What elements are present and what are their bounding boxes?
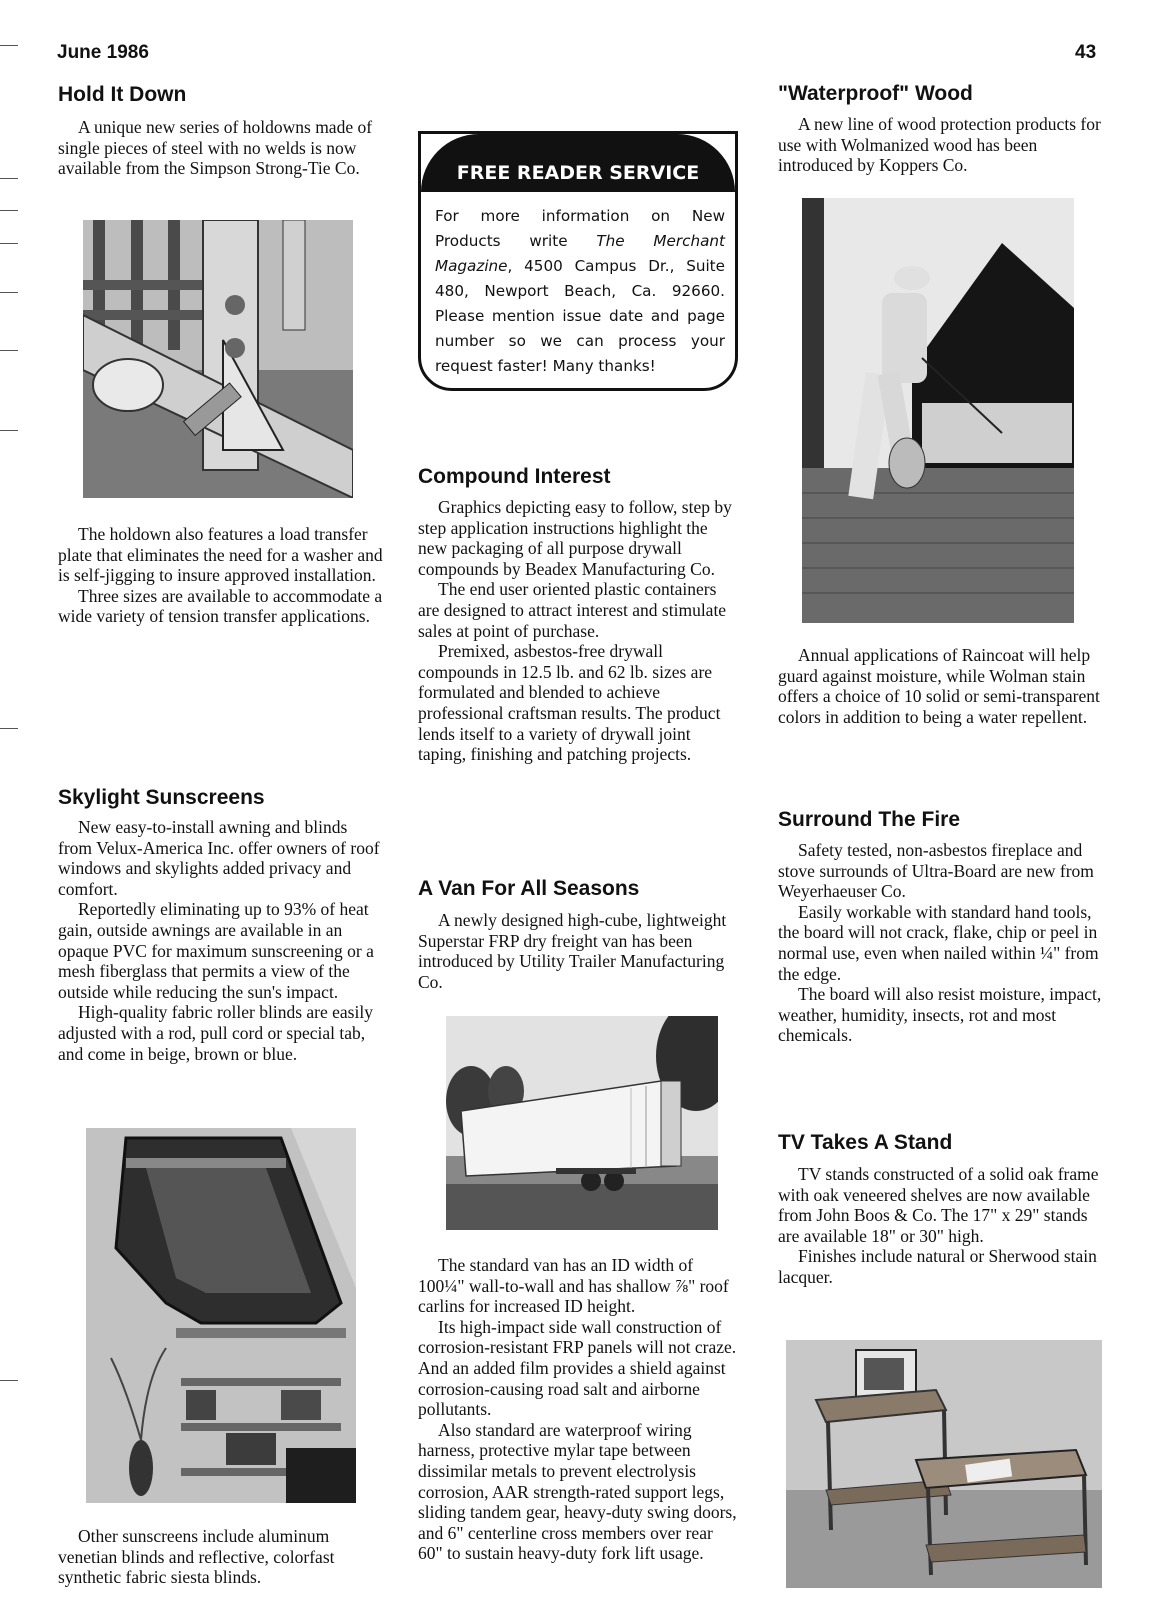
- compound-interest-title: Compound Interest: [418, 465, 611, 488]
- hold-it-down-p1: A unique new series of holdowns made of single pieces of steel with no welds is now available from the Simpson Strong-Tie Co.: [58, 117, 373, 179]
- page-number: 43: [1075, 42, 1097, 63]
- reader-service-text: [435, 204, 725, 379]
- surround-the-fire-title: Surround The Fire: [778, 808, 961, 831]
- van-p2: The standard van has an ID width of 100¼" wall-to-wall and has shallow ⅞" roof carlins for increased ID height.: [418, 1255, 729, 1317]
- surround-the-fire-p2: Easily workable with standard hand tools, the board will not crack, flake, chip or peel in normal use, even when nailed within ¼" from the edge.: [778, 901, 1099, 984]
- reader-service-text-1: For more information on New Products write: [435, 207, 725, 250]
- tv-takes-a-stand-title: TV Takes A Stand: [778, 1131, 953, 1154]
- reader-service-box: [418, 131, 738, 391]
- skylight-sunscreens-p1: New easy-to-install awning and blinds from Velux-America Inc. offer owners of roof windows and skylights added privacy and comfort.: [58, 817, 380, 899]
- margin-mark: [0, 350, 18, 351]
- skylight-sunscreens-p4: Other sunscreens include aluminum venetian blinds and reflective, colorfast synthetic fabric siesta blinds.: [58, 1526, 335, 1588]
- tv-takes-a-stand-p2: Finishes include natural or Sherwood stain lacquer.: [778, 1246, 1097, 1287]
- hold-it-down-intro: [58, 117, 385, 179]
- compound-interest-p1: Graphics depicting easy to follow, step by step application instructions highlight the new packaging of all purpose drywall compounds by Beadex Manufacturing Co.: [418, 497, 732, 579]
- tv-takes-a-stand-p1: TV stands constructed of a solid oak frame with oak veneered shelves are now available from John Boos & Co. The 17" x 29" stands are available 18" or 30" high.: [778, 1164, 1099, 1246]
- tv-takes-a-stand-body: [778, 1164, 1108, 1288]
- van-photo: [446, 1016, 718, 1230]
- margin-mark: [0, 210, 18, 211]
- hold-it-down-p3: Three sizes are available to accommodate a wide variety of tension transfer applications.: [58, 585, 383, 627]
- skylight-sunscreens-p2: Reportedly eliminating up to 93% of heat gain, outside awnings are available in an opaque PVC for maximum sunscreening or a mesh fiberglass that permits a view of the outside while reducing the sun's impact.: [58, 899, 374, 1002]
- waterproof-wood-body: [778, 645, 1108, 727]
- reader-service-text-2: , 4500 Campus Dr., Suite 480, Newport Beach, Ca. 92660. Please mention issue date and page number so we can process your request faster! Many thanks!: [435, 257, 725, 375]
- skylight-sunscreens-p3: High-quality fabric roller blinds are easily adjusted with a rod, pull cord or special tab, and come in beige, brown or blue.: [58, 1002, 373, 1064]
- surround-the-fire-p3: The board will also resist moisture, impact, weather, humidity, insects, rot and most chemicals.: [778, 984, 1102, 1046]
- hold-it-down-title: Hold It Down: [58, 83, 187, 106]
- hold-it-down-p2: The holdown also features a load transfer plate that eliminates the need for a washer and is self-jigging to insure approved installation.: [58, 524, 383, 586]
- margin-mark: [0, 243, 18, 244]
- waterproof-wood-p2: Annual applications of Raincoat will help guard against moisture, while Wolman stain offers a choice of 10 solid or semi-transparent colors in addition to being a water repellent.: [778, 645, 1100, 727]
- hold-it-down-body: [58, 524, 385, 627]
- waterproof-wood-title: "Waterproof" Wood: [778, 82, 973, 105]
- waterproof-wood-p1: A new line of wood protection products for use with Wolmanized wood has been introduced by Koppers Co.: [778, 114, 1101, 176]
- compound-interest-p2: The end user oriented plastic containers are designed to attract interest and stimulate sales at point of purchase.: [418, 579, 727, 641]
- van-body: [418, 1255, 740, 1564]
- surround-the-fire-body: [778, 840, 1108, 1046]
- waterproof-wood-photo: [802, 198, 1074, 623]
- margin-mark: [0, 292, 18, 293]
- surround-the-fire-p1: Safety tested, non-asbestos fireplace and stove surrounds of Ultra-Board are new from Weyerhaeuser Co.: [778, 840, 1094, 902]
- holdown-photo: [83, 220, 353, 498]
- margin-mark: [0, 728, 18, 729]
- van-p4: Also standard are waterproof wiring harness, protective mylar tape between dissimilar metals to prevent electrolysis corrosion, AAR strength-rated support legs, sliding tandem gear, heavy-duty swing doors, and 6" centerline cross members over rear 60" to sustain heavy-duty fork lift usage.: [418, 1419, 737, 1564]
- van-title: A Van For All Seasons: [418, 877, 640, 900]
- reader-service-heading: FREE READER SERVICE: [456, 162, 700, 184]
- margin-mark: [0, 178, 18, 179]
- van-p1: A newly designed high-cube, lightweight Superstar FRP dry freight van has been introduced by Utility Trailer Manufacturing Co.: [418, 910, 727, 992]
- waterproof-wood-intro: [778, 114, 1108, 176]
- margin-mark: [0, 45, 18, 46]
- compound-interest-p3: Premixed, asbestos-free drywall compounds in 12.5 lb. and 62 lb. sizes are formulated and blended to achieve professional craftsman results. The product lends itself to a variety of drywall joint taping, finishing and patching projects.: [418, 641, 721, 765]
- issue-date: June 1986: [57, 42, 149, 63]
- margin-mark: [0, 1380, 18, 1381]
- tv-stand-photo: [786, 1340, 1102, 1588]
- skylight-sunscreens-body: [58, 817, 385, 1064]
- van-intro: [418, 910, 740, 992]
- van-p3: Its high-impact side wall construction of corrosion-resistant FRP panels will not craze. And an added film provides a shield against corrosion-causing road salt and airborne pollutants.: [418, 1316, 737, 1420]
- margin-mark: [0, 430, 18, 431]
- skylight-photo: [86, 1128, 356, 1503]
- compound-interest-body: [418, 497, 740, 765]
- skylight-sunscreens-footer: [58, 1526, 385, 1588]
- reader-service-magazine: The Merchant Magazine: [435, 232, 725, 275]
- skylight-sunscreens-title: Skylight Sunscreens: [58, 786, 265, 809]
